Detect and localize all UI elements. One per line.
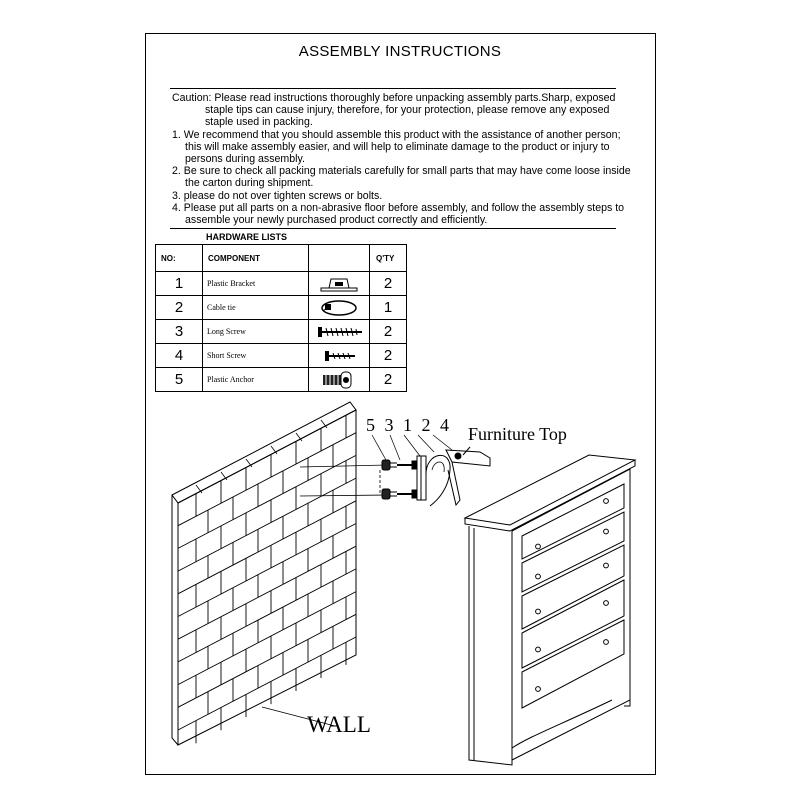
bracket-icon (417, 456, 426, 500)
furniture-top-label: Furniture Top (468, 424, 567, 444)
wall-label: WALL (307, 712, 371, 737)
header-no: NO: (156, 245, 203, 272)
hardware-component: Plastic Anchor (203, 368, 309, 392)
instruction-line: 3. please do not over tighten screws or bolts. (172, 189, 383, 202)
instruction-line: the carton during shipment. (185, 177, 314, 190)
instruction-line: assemble your newly purchased product correctly and efficiently. (185, 214, 488, 227)
instruction-line: this will make assembly easier, and will help to eliminate damage to the product or injury to (185, 140, 610, 153)
instruction-line: persons during assembly. (185, 153, 305, 166)
header-qty: Q'TY (370, 245, 407, 272)
cable-tie-loop-icon (426, 455, 450, 506)
hardware-list-title: HARDWARE LISTS (206, 232, 287, 242)
anchor-upper-icon (382, 460, 397, 470)
guide-lines (300, 465, 388, 496)
hardware-no: 2 (156, 296, 203, 320)
screw-upper-icon (397, 461, 416, 469)
hardware-qty: 2 (370, 368, 407, 392)
hardware-component: Plastic Bracket (203, 272, 309, 296)
header-component: COMPONENT (203, 245, 309, 272)
instruction-line: 4. Please put all parts on a non-abrasive floor before assembly, and follow the assembly steps to (172, 201, 625, 214)
hardware-qty: 2 (370, 344, 407, 368)
part-number-leaders (372, 435, 452, 460)
instruction-line: 2. Be sure to check all packing materials carefully for small parts that may have come loose inside (172, 165, 631, 178)
furniture-top-bracket-icon (446, 447, 490, 505)
instruction-line: Caution: Please read instructions thoroughly before unpacking assembly parts.Sharp, exposed (172, 92, 616, 104)
brick-wall-illustration (172, 402, 356, 745)
hardware-component: Cable tie (203, 296, 309, 320)
hardware-no: 3 (156, 320, 203, 344)
hardware-no: 5 (156, 368, 203, 392)
anchor-lower-icon (382, 489, 397, 499)
hardware-no: 4 (156, 344, 203, 368)
screw-lower-icon (397, 490, 416, 498)
hardware-qty: 1 (370, 296, 407, 320)
instruction-line: staple used in packing. (205, 116, 313, 129)
hardware-qty: 2 (370, 320, 407, 344)
hardware-no: 1 (156, 272, 203, 296)
hardware-qty: 2 (370, 272, 407, 296)
part-numbers-label: 5 3 1 2 4 (366, 415, 452, 435)
page-title: ASSEMBLY INSTRUCTIONS (298, 43, 502, 60)
hardware-component: Long Screw (203, 320, 309, 344)
instruction-line: 1. We recommend that you should assemble this product with the assistance of another person; (172, 128, 621, 141)
chest-of-drawers-illustration (465, 455, 635, 765)
instruction-line: staple tips can cause injury, therefore, for your protection, please remove any exposed (205, 104, 610, 117)
hardware-component: Short Screw (203, 344, 309, 368)
